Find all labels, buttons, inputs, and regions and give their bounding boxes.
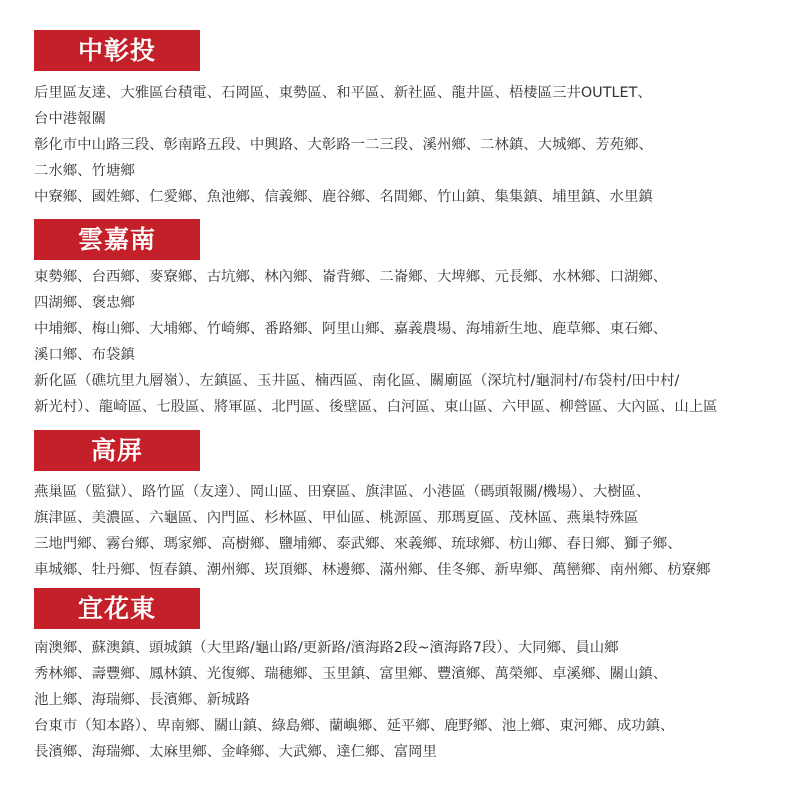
area-line: 台東市（知本路）、卑南鄉、關山鎮、綠島鄉、蘭嶼鄉、延平鄉、鹿野鄉、池上鄉、東河鄉、成功鎮、 (34, 718, 675, 734)
area-line: 東勢鄉、台西鄉、麥寮鄉、古坑鄉、林內鄉、崙背鄉、二崙鄉、大埤鄉、元長鄉、水林鄉、口湖鄉、 (34, 269, 668, 285)
region-header: 宜花東 (34, 588, 200, 629)
area-line: 燕巢區（監獄）、路竹區（友達）、岡山區、田寮區、旗津區、小港區（碼頭報關/機場）、大樹區、 (34, 484, 651, 500)
area-line: 溪口鄉、布袋鎮 (34, 347, 135, 363)
area-line: 四湖鄉、褒忠鄉 (34, 295, 135, 311)
area-line: 池上鄉、海瑞鄉、長濱鄉、新城路 (34, 692, 250, 708)
area-line: 中埔鄉、梅山鄉、大埔鄉、竹崎鄉、番路鄉、阿里山鄉、嘉義農場、海埔新生地、鹿草鄉、東石鄉、 (34, 321, 668, 337)
area-line: 二水鄉、竹塘鄉 (34, 163, 135, 179)
region-area-list (34, 80, 794, 210)
area-line: 台中港報關 (34, 111, 106, 127)
area-line: 后里區友達、大雅區台積電、石岡區、東勢區、和平區、新社區、龍井區、梧棲區三井OUTLET、 (34, 85, 652, 101)
area-line: 車城鄉、牡丹鄉、恆春鎮、潮州鄉、崁頂鄉、林邊鄉、滿州鄉、佳冬鄉、新卑鄉、萬巒鄉、南州鄉、枋寮鄉 (34, 562, 711, 578)
area-line: 三地門鄉、霧台鄉、瑪家鄉、高樹鄉、鹽埔鄉、泰武鄉、來義鄉、琉球鄉、枋山鄉、春日鄉、獅子鄉、 (34, 536, 682, 552)
area-line: 新光村）、龍崎區、七股區、將軍區、北門區、後壁區、白河區、東山區、六甲區、柳營區、大內區、山上區 (34, 399, 718, 415)
region-area-list (34, 635, 794, 765)
region-header: 中彰投 (34, 30, 200, 71)
area-line: 彰化市中山路三段、彰南路五段、中興路、大彰路一二三段、溪州鄉、二林鎮、大城鄉、芳苑鄉、 (34, 137, 653, 153)
area-line: 長濱鄉、海瑞鄉、太麻里鄉、金峰鄉、大武鄉、達仁鄉、富岡里 (34, 744, 437, 760)
region-area-list (34, 479, 794, 583)
region-header: 高屏 (34, 430, 200, 471)
area-line: 南澳鄉、蘇澳鎮、頭城鎮（大里路/龜山路/更新路/濱海路2段~濱海路7段）、大同鄉、員山鄉 (34, 640, 619, 656)
area-line: 旗津區、美濃區、六龜區、內門區、杉林區、甲仙區、桃源區、那瑪夏區、茂林區、燕巢特殊區 (34, 510, 639, 526)
area-line: 中寮鄉、國姓鄉、仁愛鄉、魚池鄉、信義鄉、鹿谷鄉、名間鄉、竹山鎮、集集鎮、埔里鎮、水里鎮 (34, 189, 653, 205)
area-line: 秀林鄉、壽豐鄉、鳳林鎮、光復鄉、瑞穗鄉、玉里鎮、富里鄉、豐濱鄉、萬榮鄉、卓溪鄉、關山鎮、 (34, 666, 668, 682)
area-line: 新化區（礁坑里九層嶺）、左鎮區、玉井區、楠西區、南化區、關廟區（深坑村/龜洞村/布袋村/田中村/ (34, 373, 680, 389)
region-header: 雲嘉南 (34, 219, 200, 260)
region-area-list (34, 264, 794, 420)
